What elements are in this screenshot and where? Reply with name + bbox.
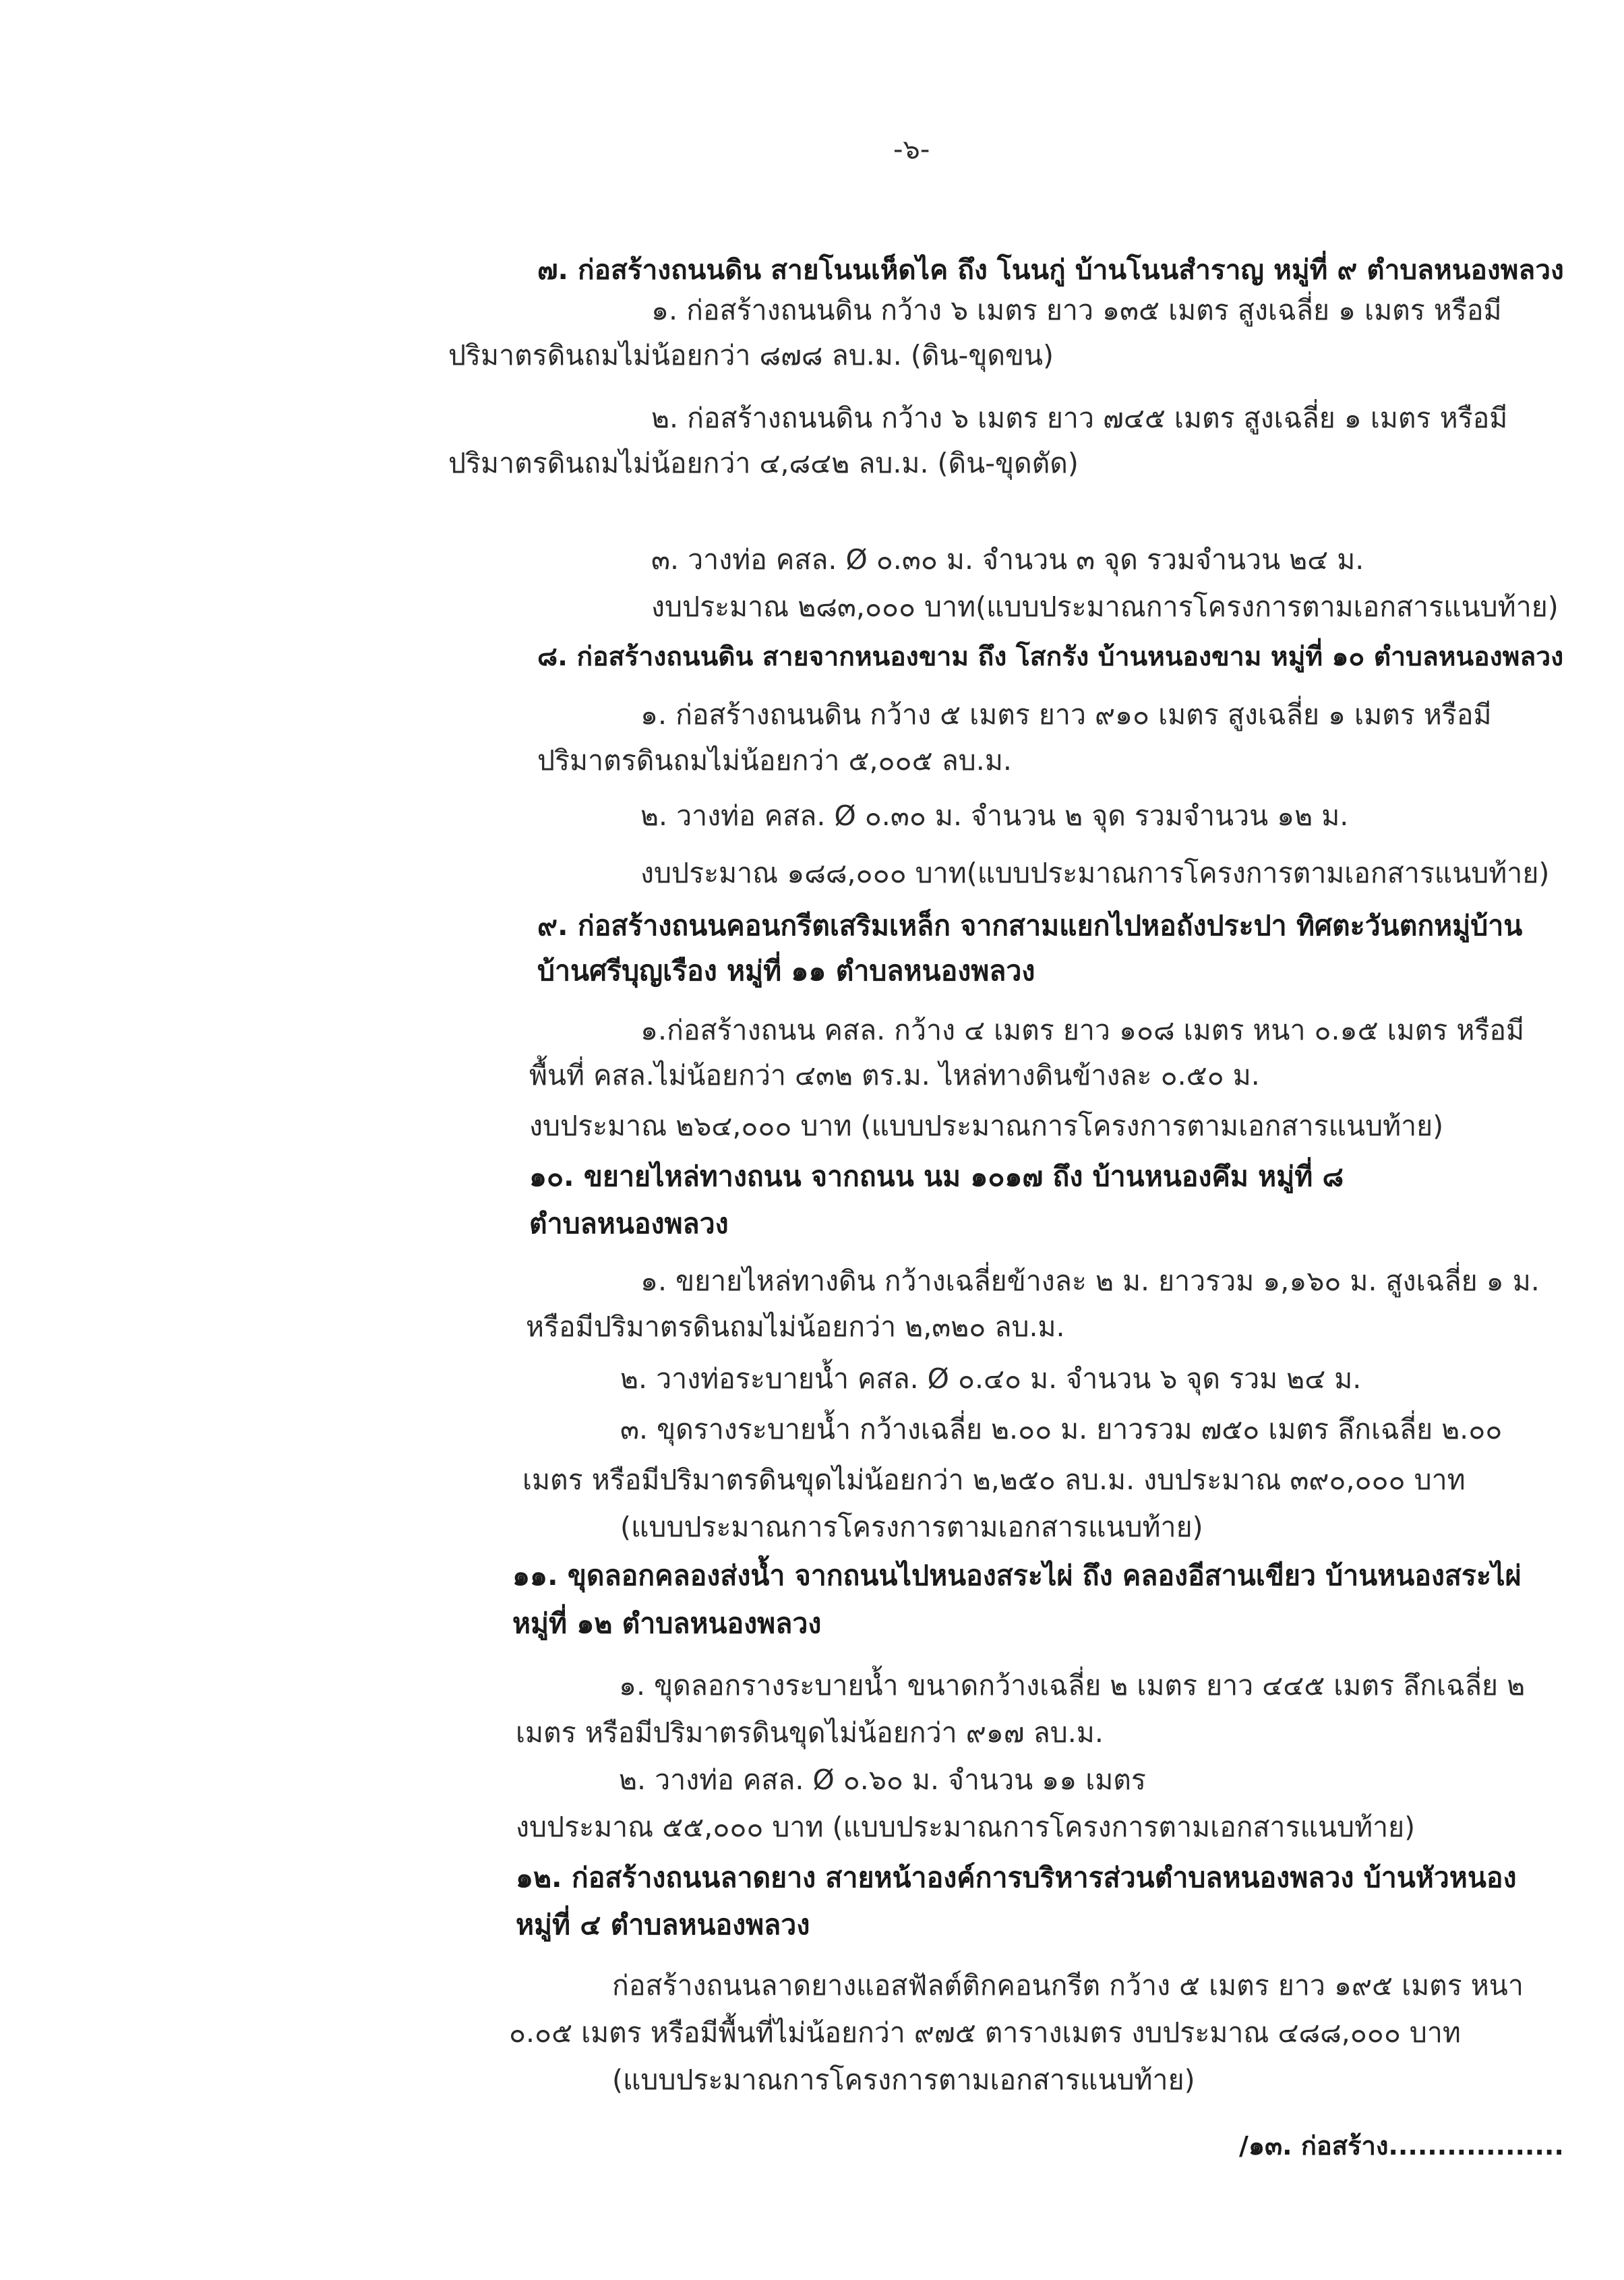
item-9-sub-1: ๑.ก่อสร้างถนน คสล. กว้าง ๔ เมตร ยาว ๑๐๘ เมตร หนา ๐.๑๕ เมตร หรือมี (640, 1014, 1525, 1046)
item-7-sub-3: ๓. วางท่อ คสล. Ø ๐.๓๐ ม. จำนวน ๓ จุด รวมจำนวน ๒๔ ม. (651, 543, 1364, 576)
item-10-heading: ๑๐. ขยายไหล่ทางถนน จากถนน นม ๑๐๑๗ ถึง บ้านหนองคึม หมู่ที่ ๘ (529, 1160, 1344, 1193)
item-12-desc: ก่อสร้างถนนลาดยางแอสฟัลต์ติกคอนกรีต กว้าง ๕ เมตร ยาว ๑๙๕ เมตร หนา (612, 1969, 1524, 2002)
item-7-sub-2-cont: ปริมาตรดินถมไม่น้อยกว่า ๔,๘๔๒ ลบ.ม. (ดิน-ขุดตัด) (448, 447, 1079, 479)
item-11-heading-cont: หมู่ที่ ๑๒ ตำบลหนองพลวง (512, 1607, 822, 1640)
item-8-sub-1-cont: ปริมาตรดินถมไม่น้อยกว่า ๕,๐๐๕ ลบ.ม. (537, 744, 1012, 777)
item-11-budget: งบประมาณ ๕๕,๐๐๐ บาท (แบบประมาณการโครงการตามเอกสารแนบท้าย) (516, 1811, 1416, 1843)
continuation-footer: /๑๓. ก่อสร้าง.................. (1239, 2131, 1564, 2161)
item-10-sub-2: ๒. วางท่อระบายน้ำ คสล. Ø ๐.๔๐ ม. จำนวน ๖ จุด รวม ๒๔ ม. (620, 1362, 1362, 1395)
item-7-heading: ๗. ก่อสร้างถนนดิน สายโนนเห็ดไค ถึง โนนกู่ บ้านโนนสำราญ หมู่ที่ ๙ ตำบลหนองพลวง (537, 253, 1564, 286)
item-10-attachment-note: (แบบประมาณการโครงการตามเอกสารแนบท้าย) (620, 1511, 1203, 1543)
item-10-sub-3-cont: เมตร หรือมีปริมาตรดินขุดไม่น้อยกว่า ๒,๒๕๐ ลบ.ม. งบประมาณ ๓๙๐,๐๐๐ บาท (522, 1464, 1466, 1496)
item-12-attachment-note: (แบบประมาณการโครงการตามเอกสารแนบท้าย) (612, 2064, 1195, 2096)
item-12-heading-cont: หมู่ที่ ๔ ตำบลหนองพลวง (516, 1909, 810, 1941)
item-11-heading: ๑๑. ขุดลอกคลองส่งน้ำ จากถนนไปหนองสระไผ่ ถึง คลองอีสานเขียว บ้านหนองสระไผ่ (512, 1559, 1522, 1592)
item-9-budget: งบประมาณ ๒๖๔,๐๐๐ บาท (แบบประมาณการโครงการตามเอกสารแนบท้าย) (529, 1110, 1444, 1142)
item-8-sub-1: ๑. ก่อสร้างถนนดิน กว้าง ๕ เมตร ยาว ๙๑๐ เมตร สูงเฉลี่ย ๑ เมตร หรือมี (640, 698, 1492, 731)
item-7-sub-2: ๒. ก่อสร้างถนนดิน กว้าง ๖ เมตร ยาว ๗๔๕ เมตร สูงเฉลี่ย ๑ เมตร หรือมี (651, 402, 1508, 434)
item-8-budget: งบประมาณ ๑๘๘,๐๐๐ บาท(แบบประมาณการโครงการตามเอกสารแนบท้าย) (640, 857, 1550, 889)
item-12-heading: ๑๒. ก่อสร้างถนนลาดยาง สายหน้าองค์การบริหารส่วนตำบลหนองพลวง บ้านหัวหนอง (516, 1861, 1517, 1894)
item-7-sub-1-cont: ปริมาตรดินถมไม่น้อยกว่า ๘๗๘ ลบ.ม. (ดิน-ขุดขน) (448, 339, 1054, 371)
item-11-sub-1: ๑. ขุดลอกรางระบายน้ำ ขนาดกว้างเฉลี่ย ๒ เมตร ยาว ๔๔๕ เมตร ลึกเฉลี่ย ๒ (619, 1669, 1526, 1702)
item-12-desc-cont: ๐.๐๕ เมตร หรือมีพื้นที่ไม่น้อยกว่า ๙๗๕ ตารางเมตร งบประมาณ ๔๘๘,๐๐๐ บาท (509, 2016, 1461, 2049)
item-8-sub-2: ๒. วางท่อ คสล. Ø ๐.๓๐ ม. จำนวน ๒ จุด รวมจำนวน ๑๒ ม. (640, 800, 1349, 832)
item-9-heading: ๙. ก่อสร้างถนนคอนกรีตเสริมเหล็ก จากสามแยกไปหอถังประปา ทิศตะวันตกหมู่บ้าน (537, 909, 1523, 942)
item-10-heading-cont: ตำบลหนองพลวง (529, 1207, 729, 1240)
item-10-sub-1-cont: หรือมีปริมาตรดินถมไม่น้อยกว่า ๒,๓๒๐ ลบ.ม. (526, 1311, 1065, 1343)
item-11-sub-1-cont: เมตร หรือมีปริมาตรดินขุดไม่น้อยกว่า ๙๑๗ ลบ.ม. (516, 1716, 1104, 1749)
item-7-budget: งบประมาณ ๒๘๓,๐๐๐ บาท(แบบประมาณการโครงการตามเอกสารแนบท้าย) (651, 591, 1559, 623)
item-8-heading: ๘. ก่อสร้างถนนดิน สายจากหนองขาม ถึง โสกรัง บ้านหนองขาม หมู่ที่ ๑๐ ตำบลหนองพลวง (537, 642, 1564, 672)
item-10-sub-3: ๓. ขุดรางระบายน้ำ กว้างเฉลี่ย ๒.๐๐ ม. ยาวรวม ๗๕๐ เมตร ลึกเฉลี่ย ๒.๐๐ (620, 1413, 1503, 1445)
item-9-sub-1-cont: พื้นที่ คสล.ไม่น้อยกว่า ๔๓๒ ตร.ม. ไหล่ทางดินข้างละ ๐.๕๐ ม. (529, 1059, 1260, 1091)
item-10-sub-1: ๑. ขยายไหล่ทางดิน กว้างเฉลี่ยข้างละ ๒ ม. ยาวรวม ๑,๑๖๐ ม. สูงเฉลี่ย ๑ ม. (640, 1265, 1540, 1297)
page-number: -๖- (893, 134, 930, 165)
item-9-heading-cont: บ้านศรีบุญเรือง หมู่ที่ ๑๑ ตำบลหนองพลวง (537, 955, 1035, 987)
item-11-sub-2: ๒. วางท่อ คสล. Ø ๐.๖๐ ม. จำนวน ๑๑ เมตร (619, 1764, 1146, 1796)
item-7-sub-1: ๑. ก่อสร้างถนนดิน กว้าง ๖ เมตร ยาว ๑๓๕ เมตร สูงเฉลี่ย ๑ เมตร หรือมี (651, 294, 1502, 326)
